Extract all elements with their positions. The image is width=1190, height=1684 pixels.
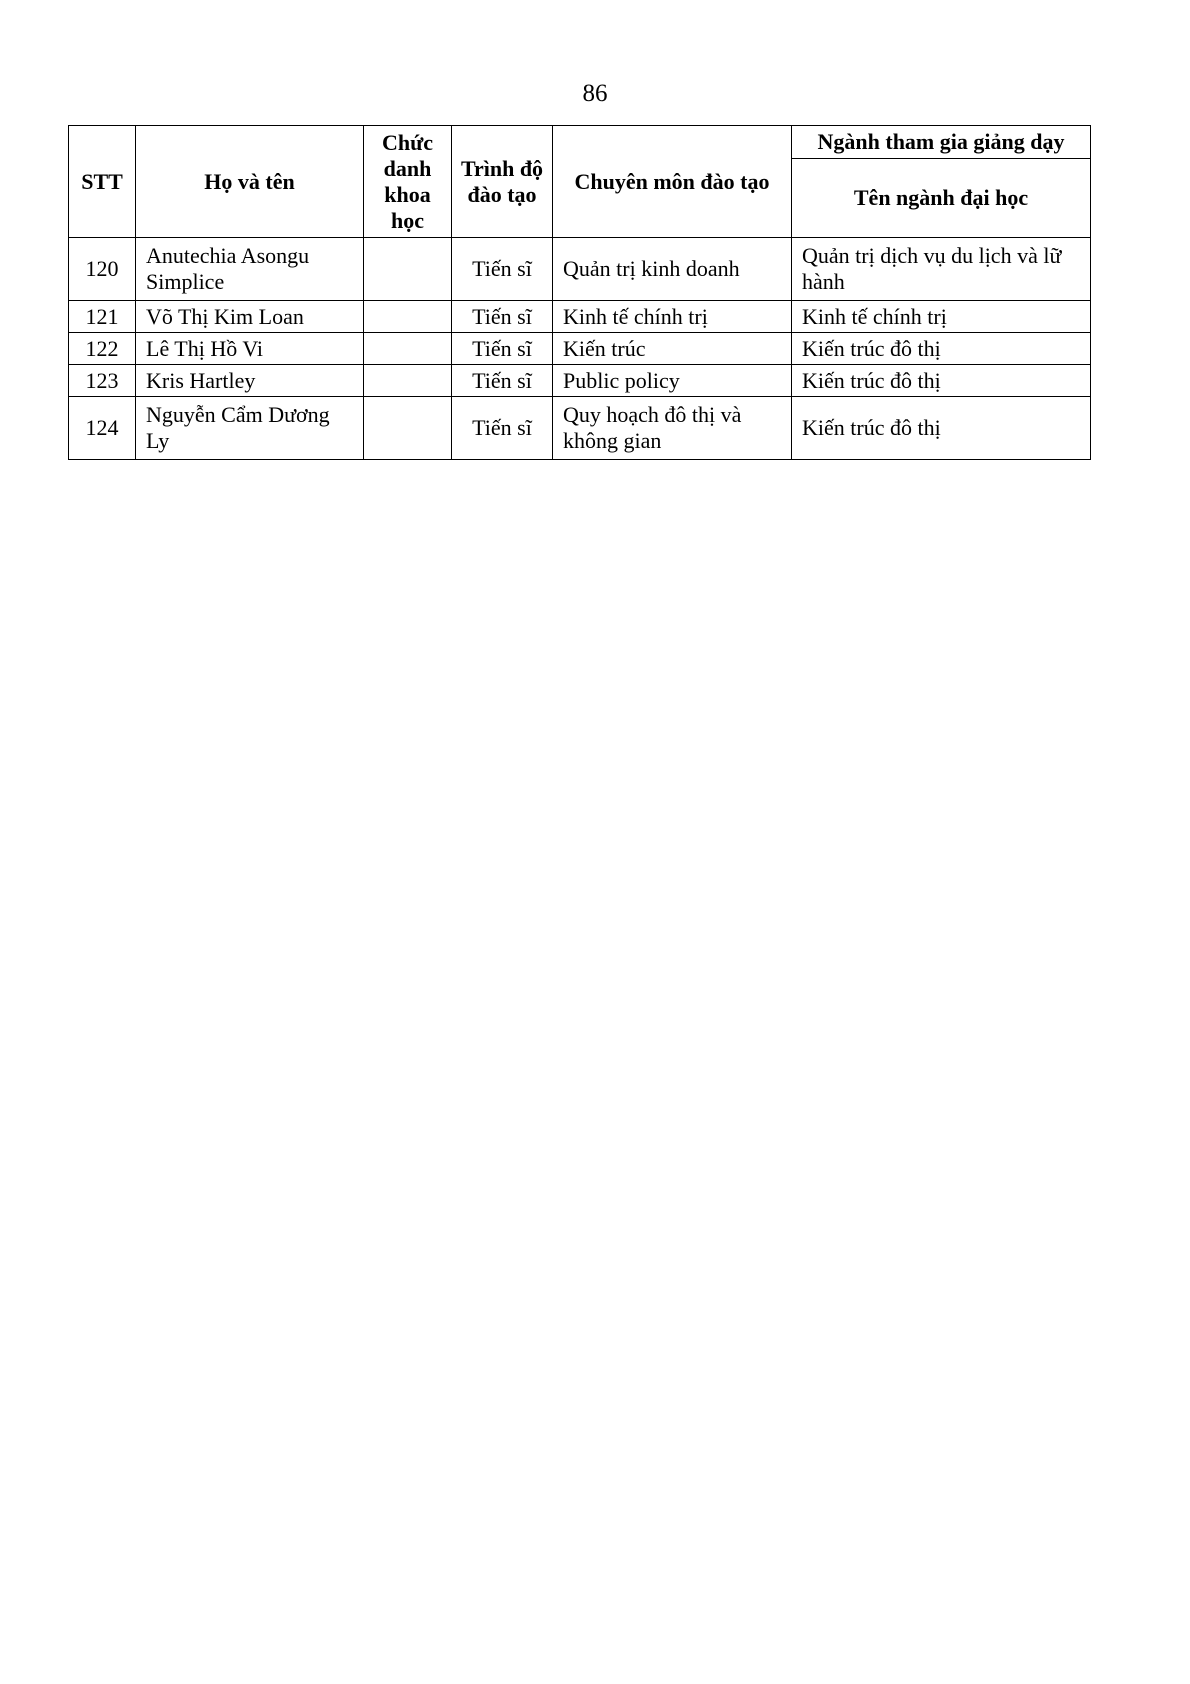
cell-degree: Tiến sĩ (452, 301, 553, 333)
cell-academic-title (364, 301, 452, 333)
cell-name: Kris Hartley (136, 365, 364, 397)
cell-specialty: Kinh tế chính trị (553, 301, 792, 333)
table-row (69, 301, 1091, 333)
cell-academic-title (364, 333, 452, 365)
table-row (69, 365, 1091, 397)
cell-degree: Tiến sĩ (452, 397, 553, 460)
cell-specialty: Quy hoạch đô thị và không gian (553, 397, 792, 460)
table-row (69, 238, 1091, 301)
cell-major: Kiến trúc đô thị (792, 333, 1091, 365)
table-row (69, 333, 1091, 365)
cell-name: Võ Thị Kim Loan (136, 301, 364, 333)
cell-stt: 123 (69, 365, 136, 397)
cell-specialty: Quản trị kinh doanh (553, 238, 792, 301)
cell-specialty: Kiến trúc (553, 333, 792, 365)
cell-major: Kinh tế chính trị (792, 301, 1091, 333)
cell-degree: Tiến sĩ (452, 365, 553, 397)
cell-stt: 120 (69, 238, 136, 301)
header-academic-title: Chức danh khoa học (364, 126, 452, 238)
cell-name: Anutechia Asongu Simplice (136, 238, 364, 301)
header-name: Họ và tên (136, 126, 364, 238)
header-major: Tên ngành đại học (792, 159, 1091, 238)
cell-major: Kiến trúc đô thị (792, 365, 1091, 397)
header-specialty: Chuyên môn đào tạo (553, 126, 792, 238)
table-header (69, 126, 1091, 238)
staff-table (68, 125, 1091, 460)
table-body (69, 238, 1091, 460)
header-stt: STT (69, 126, 136, 238)
cell-degree: Tiến sĩ (452, 333, 553, 365)
cell-name: Lê Thị Hồ Vi (136, 333, 364, 365)
cell-stt: 121 (69, 301, 136, 333)
cell-academic-title (364, 238, 452, 301)
header-teaching-group: Ngành tham gia giảng dạy (792, 126, 1091, 159)
cell-major: Quản trị dịch vụ du lịch và lữ hành (792, 238, 1091, 301)
page-number: 86 (582, 80, 608, 107)
header-row (69, 126, 1091, 159)
cell-academic-title (364, 397, 452, 460)
header-degree: Trình độ đào tạo (452, 126, 553, 238)
cell-stt: 124 (69, 397, 136, 460)
cell-degree: Tiến sĩ (452, 238, 553, 301)
table-row (69, 397, 1091, 460)
cell-stt: 122 (69, 333, 136, 365)
cell-name: Nguyễn Cẩm Dương Ly (136, 397, 364, 460)
cell-specialty: Public policy (553, 365, 792, 397)
cell-academic-title (364, 365, 452, 397)
cell-major: Kiến trúc đô thị (792, 397, 1091, 460)
